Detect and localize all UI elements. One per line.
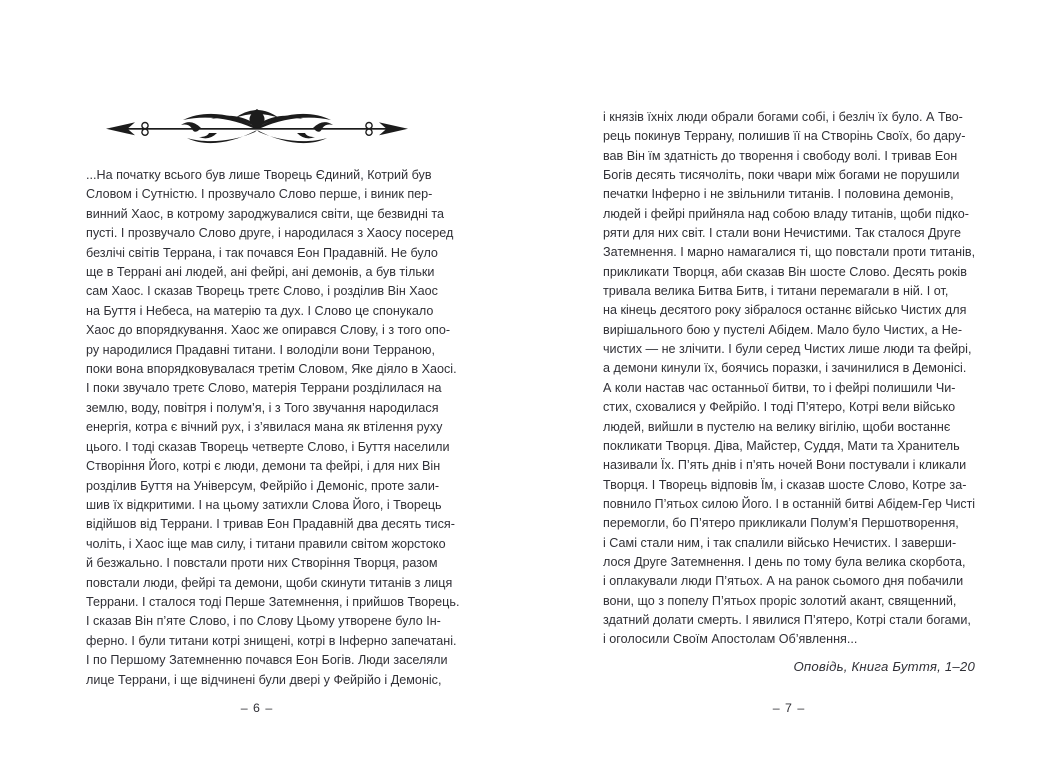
- page-7-text-block: [603, 108, 975, 650]
- text-line: повстали люди, фейрі та демони, щоби скинути титанів з лиця: [86, 575, 453, 590]
- text-line: пусті. І прозвучало Слово друге, і народилася з Хаосу посеред: [86, 226, 454, 241]
- text-line: чистих — не злічити. І були серед Чистих лише люди та фейрі,: [603, 342, 972, 357]
- page-number-7: – 7 –: [772, 701, 806, 715]
- text-line: покликати Творця. Діва, Майстер, Суддя, Мати та Хранитель: [603, 438, 960, 453]
- scripture-citation: Оповідь, Книга Буття, 1–20: [793, 659, 975, 674]
- page-number-6: – 6 –: [240, 701, 274, 715]
- text-line: стих, сховалися у Фейрійо. І тоді П’ятеро, Котрі вели військо: [603, 400, 956, 415]
- text-line: ...На початку всього був лише Творець Єдиний, Котрий був: [86, 168, 432, 182]
- text-line: Террани. І сталося тоді Перше Затемнення, і прийшов Творець.: [86, 594, 460, 609]
- text-line: І поки звучало третє Слово, матерія Террани розділилася на: [86, 381, 442, 396]
- text-line: людей і фейрі прийняла над собою владу титанів, щоби підко-: [603, 206, 969, 221]
- text-line: Творця. І Творець відповів Їм, і сказав шосте Слово, Котре за-: [603, 477, 967, 492]
- text-line: ще в Террані ані людей, ані фейрі, ані демонів, а був тільки: [86, 265, 435, 280]
- text-line: розділив Буття на Універсум, Фейрійо і Демоніс, проте зали-: [86, 478, 440, 493]
- text-line: енергія, котра є вічний рух, і з’явилася мана як втілення руху: [86, 420, 443, 435]
- text-line: й безжально. І повстали проти них Створіння Творця, разом: [86, 556, 438, 571]
- page-6-text-block: [86, 166, 494, 690]
- text-line: ряти для них світ. І стали вони Нечистими. Так сталося Друге: [603, 226, 962, 241]
- text-line: вав Він їм здатність до творення і свободу волі. І тривав Еон: [603, 148, 958, 163]
- text-line: Хаос до впорядкування. Хаос же опирався Слову, і з того опо-: [86, 323, 451, 338]
- text-line: перемогли, бо П’ятеро прикликали Полум’я Першотворення,: [603, 516, 959, 531]
- text-line: рець покинув Террану, полишив її на Створінь Своїх, бо дару-: [603, 129, 966, 144]
- text-line: і оголосили Своїм Апостолам Об’явлення...: [603, 632, 858, 647]
- text-line: І сказав Він п’яте Слово, і по Слову Цьому утворене було Ін-: [86, 614, 441, 629]
- text-line: і Самі стали ним, і так спалили військо Нечистих. І заверши-: [603, 535, 957, 550]
- text-line: Словом і Сутністю. І прозвучало Слово перше, і виник пер-: [86, 187, 433, 202]
- text-line: ферно. І були титани котрі знищені, котрі в Інферно запечатані.: [86, 633, 457, 648]
- text-line: і оплакували люди П’ятьох. А на ранок сьомого дня побачили: [603, 574, 964, 589]
- text-line: чоліть, і Хаос іще мав силу, і титани правили світом жорстоко: [86, 536, 446, 551]
- text-line: називали Їх. П’ять днів і п’ять ночей Вони постували і кликали: [603, 458, 967, 473]
- text-line: цього. І тоді сказав Творець четверте Слово, і Буття населили: [86, 439, 450, 454]
- text-line: лося Друге Затемнення. І день по тому була велика скорбота,: [603, 554, 966, 569]
- text-line: на кінець десятого року зібралося останнє військо Чистих для: [603, 303, 967, 318]
- text-line: печатки Інферно і не звільнили титанів. І половина демонів,: [603, 187, 954, 202]
- text-line: тривала велика Битва Битв, і титани перемагали в ній. І от,: [603, 284, 949, 299]
- text-line: вони, що з попелу П’ятьох проріс золотий акант, священний,: [603, 593, 957, 608]
- text-line: Богів десять тисячоліть, поки чвари між богами не порушили: [603, 168, 960, 183]
- text-line: повнило П’ятьох силою Його. І в останній битві Абідем-Гер Чисті: [603, 496, 976, 511]
- ornament-divider-icon: [105, 106, 409, 152]
- text-line: Створіння Його, котрі є люди, демони та фейрі, і для них Він: [86, 459, 441, 474]
- text-line: винний Хаос, в котрому зароджувалися світи, ще безвидні та: [86, 206, 444, 221]
- text-line: а демони кинули їх, боячись поразки, і зачинилися в Демонісі.: [603, 361, 967, 376]
- text-line: І по Першому Затемненню почався Еон Богів. Люди заселяли: [86, 653, 448, 668]
- text-line: землю, воду, повітря і полум’я, і з Того звучання народилася: [86, 400, 439, 415]
- text-line: шив їх відкритими. І на цьому затихли Слова Його, і Творець: [86, 497, 442, 512]
- text-line: на Буття і Небеса, на матерію та дух. І Слово це спонукало: [86, 303, 434, 318]
- text-line: вирішального бою у пустелі Абідем. Мало було Чистих, а Не-: [603, 322, 963, 337]
- text-line: А коли настав час останньої битви, то і фейрі полишили Чи-: [603, 380, 956, 395]
- text-line: прикликати Творця, аби сказав Він шосте Слово. Десять років: [603, 264, 967, 279]
- text-line: людей, вийшли в пустелю на велику вігілію, щоби востаннє: [603, 419, 951, 434]
- text-line: відійшов від Террани. І тривав Еон Прадавній два десять тися-: [86, 517, 455, 532]
- text-line: безлічі світів Террана, і так почався Еон Прадавній. Не було: [86, 245, 438, 260]
- text-line: Затемнення. І марно намагалися ті, що повстали проти титанів,: [603, 245, 976, 260]
- text-line: сам Хаос. І сказав Творець третє Слово, і розділив Він Хаос: [86, 284, 438, 299]
- text-line: поки вона впорядковувалася третім Словом, Яке діяло в Хаосі.: [86, 362, 457, 377]
- text-line: і князів їхніх люди обрали богами собі, і безліч їх було. А Тво-: [603, 110, 963, 124]
- text-line: здатний долати смерть. І явилися П’ятеро, Котрі стали богами,: [603, 612, 971, 627]
- text-line: ру народилися Прадавні титани. І володіли вони Терраною,: [86, 342, 435, 357]
- text-line: лице Террани, і ще відчинені були двері у Фейрійо і Демоніс,: [86, 672, 442, 687]
